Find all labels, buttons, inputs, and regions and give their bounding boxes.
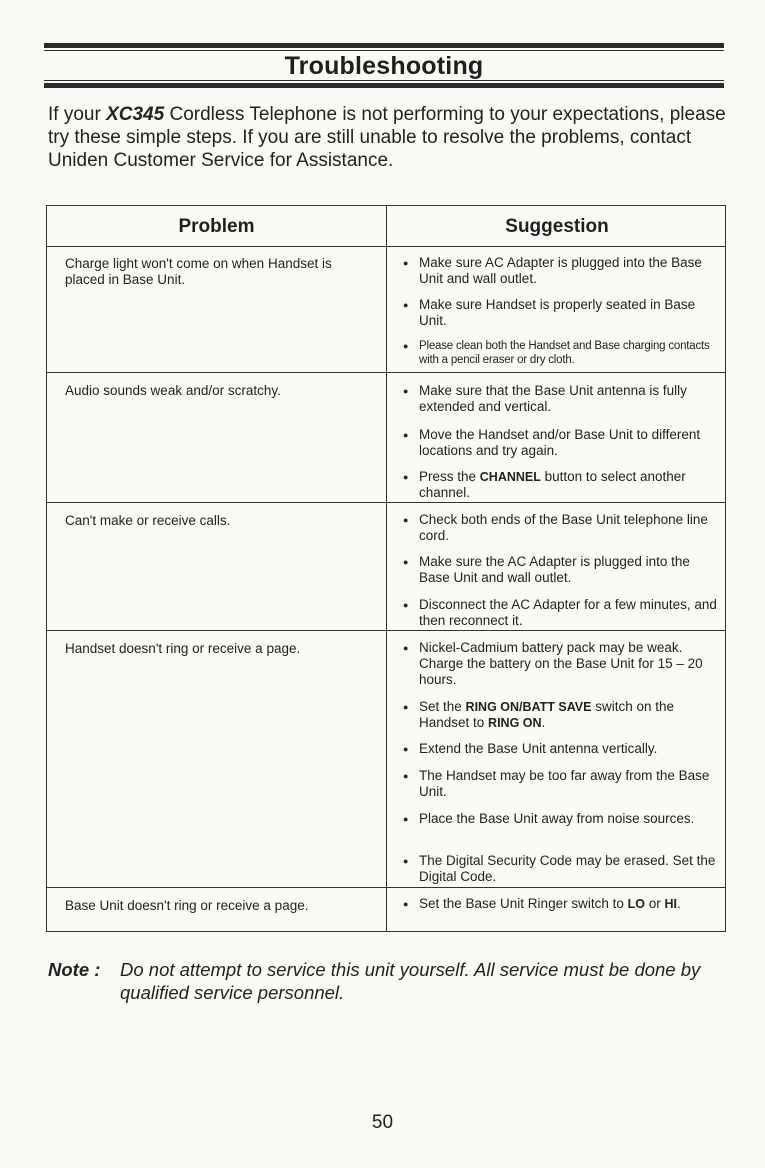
- header-problem: Problem: [178, 216, 255, 237]
- suggestion-item: ● Please clean both the Handset and Base charging contacts with a pencil eraser or dry cloth.: [403, 339, 721, 367]
- suggestion-text: Press the: [419, 469, 480, 484]
- header-suggestion: Suggestion: [505, 216, 609, 237]
- suggestion-item: ● The Digital Security Code may be erased. Set the Digital Code.: [403, 853, 721, 885]
- ring-on-keyword: RING ON: [488, 716, 542, 730]
- column-divider: [386, 206, 387, 931]
- suggestion-text: .: [676, 896, 681, 911]
- suggestion-item: ● Nickel-Cadmium battery pack may be weak. Charge the battery on the Base Unit for 15 – 20 hours.: [403, 640, 721, 688]
- intro-paragraph: [48, 103, 728, 172]
- intro-text: Cordless Telephone is not performing to your expectations, please try these simple steps. If you are still unable to resolve the problems, contact Uniden Customer Service for Assistance.: [48, 104, 726, 171]
- suggestion-item: ● Place the Base Unit away from noise sources.: [403, 811, 721, 827]
- ring-switch-keyword: RING ON/BATT SAVE: [465, 700, 592, 714]
- note-label: Note :: [48, 959, 101, 980]
- suggestion-item: ● Make sure Handset is properly seated in Base Unit.: [403, 297, 721, 329]
- problem-handset-ring: Handset doesn't ring or receive a page.: [65, 641, 301, 656]
- suggestion-item: ● Move the Handset and/or Base Unit to different locations and try again.: [403, 427, 721, 459]
- suggestion-item: ● Make sure that the Base Unit antenna is fully extended and vertical.: [403, 383, 721, 415]
- problem-audio-weak: Audio sounds weak and/or scratchy.: [65, 383, 281, 398]
- row-divider: [47, 887, 725, 888]
- top-rule-thin: [44, 50, 724, 51]
- suggestion-item: ● Make sure the AC Adapter is plugged into the Base Unit and wall outlet.: [403, 554, 721, 586]
- page-title: Troubleshooting: [284, 52, 484, 80]
- lo-keyword: LO: [627, 897, 645, 911]
- bottom-rule-thick: [44, 83, 724, 88]
- suggestion-item: [403, 896, 721, 912]
- note-text: Do not attempt to service this unit yourself. All service must be done by qualified service personnel.: [120, 959, 701, 1003]
- row-divider: [47, 502, 725, 503]
- suggestion-text: Set the Base Unit Ringer switch to: [419, 896, 628, 911]
- suggestion-text: .: [541, 715, 546, 730]
- row-divider: [47, 372, 725, 373]
- suggestion-text: button to select another channel.: [419, 469, 686, 500]
- intro-prefix: If your: [48, 104, 107, 125]
- problem-base-ring: Base Unit doesn't ring or receive a page.: [65, 898, 309, 913]
- header-divider: [47, 246, 725, 247]
- suggestion-text: or: [644, 896, 665, 911]
- suggestion-item: ● Make sure AC Adapter is plugged into the Base Unit and wall outlet.: [403, 255, 721, 287]
- suggestion-item: ● The Handset may be too far away from the Base Unit.: [403, 768, 721, 800]
- page-number: 50: [371, 1112, 394, 1133]
- suggestion-item: [403, 469, 721, 501]
- suggestion-item: ● Extend the Base Unit antenna vertically.: [403, 741, 721, 757]
- problem-calls: Can't make or receive calls.: [65, 513, 231, 528]
- suggestion-item: ● Check both ends of the Base Unit telephone line cord.: [403, 512, 721, 544]
- suggestion-text: switch on the Handset to: [419, 699, 675, 730]
- bottom-rule-thin: [44, 80, 724, 81]
- suggestion-text: Set the: [419, 699, 466, 714]
- hi-keyword: HI: [664, 897, 677, 911]
- channel-keyword: CHANNEL: [479, 470, 541, 484]
- suggestion-item: [403, 699, 721, 731]
- model-number: XC345: [106, 104, 165, 125]
- row-divider: [47, 630, 725, 631]
- suggestion-item: ● Disconnect the AC Adapter for a few minutes, and then reconnect it.: [403, 597, 721, 629]
- top-rule-thick: [44, 43, 724, 48]
- problem-charge-light: Charge light won't come on when Handset is placed in Base Unit.: [65, 256, 332, 287]
- troubleshooting-table: [46, 205, 726, 932]
